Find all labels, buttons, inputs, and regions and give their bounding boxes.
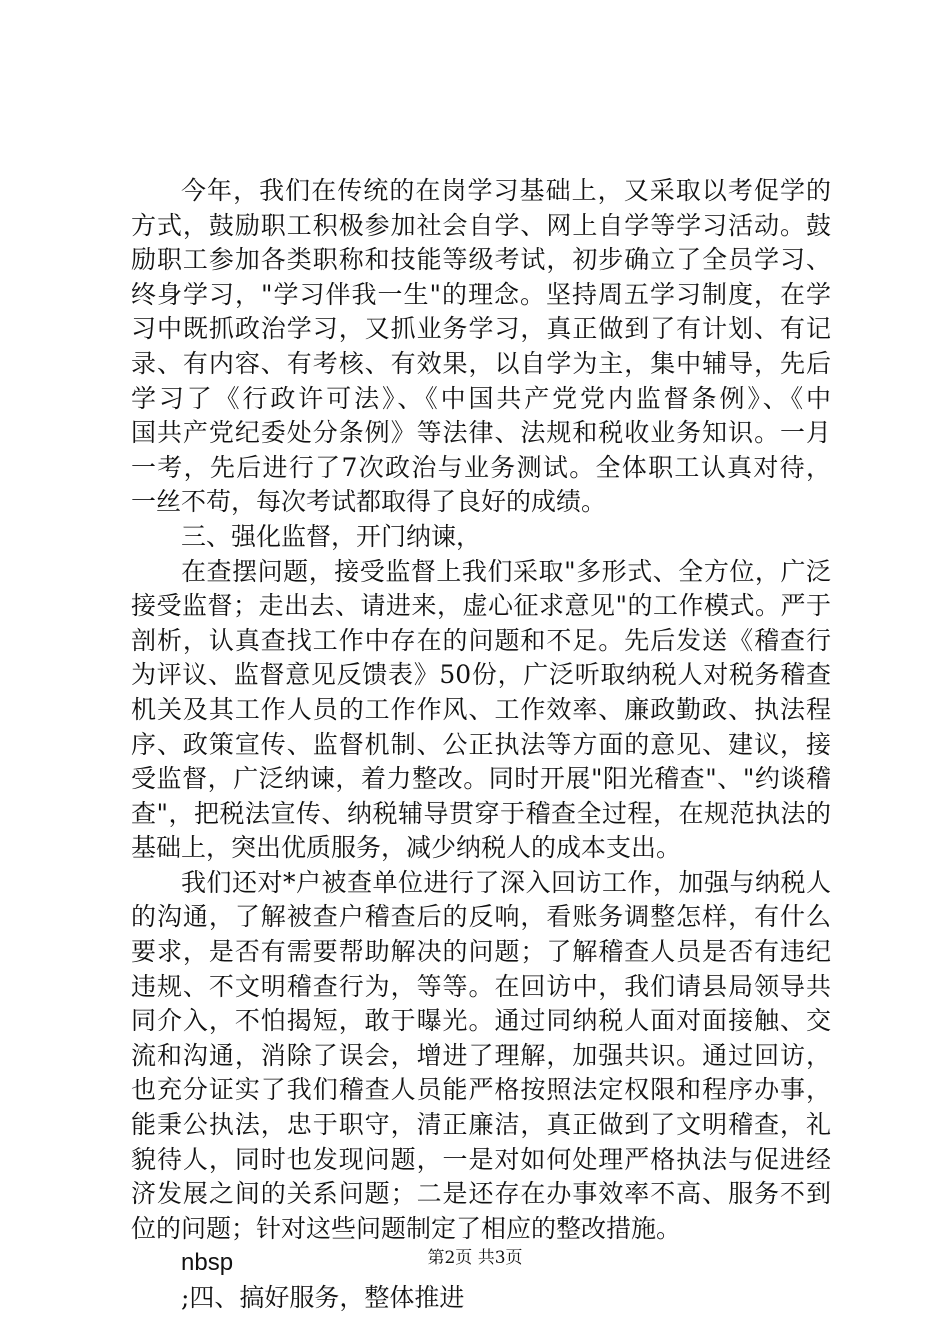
- text-line: 一考，先后进行了7次政治与业务测试。全体职工认真对待，: [131, 452, 831, 482]
- text-line: 貌待人，同时也发现问题，一是对如何处理严格执法与促进经: [131, 1144, 831, 1174]
- text-line: 在查摆问题，接受监督上我们采取"多形式、全方位，广泛: [181, 556, 831, 586]
- document-body: [131, 174, 831, 1316]
- text-line: 的沟通，了解被查户稽查后的反响，看账务调整怎样，有什么: [131, 902, 831, 932]
- text-line: 也充分证实了我们稽查人员能严格按照法定权限和程序办事，: [131, 1075, 831, 1105]
- text-line: 我们还对*户被查单位进行了深入回访工作，加强与纳税人: [181, 867, 831, 897]
- text-line: 序、政策宣传、监督机制、公正执法等方面的意见、建议，接: [131, 729, 831, 759]
- text-line: 国共产党纪委处分条例》等法律、法规和税收业务知识。一月: [131, 418, 831, 448]
- text-line: 要求，是否有需要帮助解决的问题；了解稽查人员是否有违纪: [131, 937, 831, 967]
- text-line: 受监督，广泛纳谏，着力整改。同时开展"阳光稽查"、"约谈稽: [131, 764, 831, 794]
- text-line: 剖析，认真查找工作中存在的问题和不足。先后发送《稽查行: [131, 625, 831, 655]
- text-line: 终身学习，"学习伴我一生"的理念。坚持周五学习制度，在学: [131, 279, 831, 309]
- text-line: 学习了《行政许可法》、《中国共产党党内监督条例》、《中: [131, 383, 831, 413]
- text-line: 方式，鼓励职工积极参加社会自学、网上自学等学习活动。鼓: [131, 210, 831, 240]
- page-number-footer: 第2页 共3页: [427, 1248, 523, 1268]
- text-line: 流和沟通，消除了误会，增进了理解，加强共识。通过回访，: [131, 1040, 831, 1070]
- text-line: 济发展之间的关系问题；二是还存在办事效率不高、服务不到: [131, 1179, 831, 1209]
- text-line: 查"，把税法宣传、纳税辅导贯穿于稽查全过程，在规范执法的: [131, 798, 831, 828]
- text-line: 位的问题；针对这些问题制定了相应的整改措施。: [131, 1213, 682, 1243]
- text-line: 违规、不文明稽查行为，等等。在回访中，我们请县局领导共: [131, 971, 831, 1001]
- text-line: 同介入，不怕揭短，敢于曝光。通过同纳税人面对面接触、交: [131, 1006, 831, 1036]
- section-heading: ;四、搞好服务，整体推进: [181, 1283, 465, 1312]
- text-line: 今年，我们在传统的在岗学习基础上，又采取以考促学的: [181, 176, 831, 205]
- text-line: 基础上，突出优质服务，减少纳税人的成本支出。: [131, 833, 682, 863]
- text-line: 励职工参加各类职称和技能等级考试，初步确立了全员学习、: [131, 245, 831, 275]
- text-line: 能秉公执法，忠于职守，清正廉洁，真正做到了文明稽查，礼: [131, 1110, 831, 1140]
- section-heading: 三、强化监督，开门纳谏，: [181, 521, 482, 551]
- text-line: 为评议、监督意见反馈表》50份，广泛听取纳税人对税务稽查: [131, 660, 831, 690]
- text-line: 习中既抓政治学习，又抓业务学习，真正做到了有计划、有记: [131, 314, 831, 344]
- text-line: nbsp: [181, 1249, 234, 1277]
- text-line: 录、有内容、有考核、有效果，以自学为主，集中辅导，先后: [131, 348, 831, 378]
- text-line: 接受监督；走出去、请进来，虚心征求意见"的工作模式。严于: [131, 591, 831, 621]
- text-line: 一丝不苟，每次考试都取得了良好的成绩。: [131, 487, 607, 517]
- text-line: 机关及其工作人员的工作作风、工作效率、廉政勤政、执法程: [131, 694, 831, 724]
